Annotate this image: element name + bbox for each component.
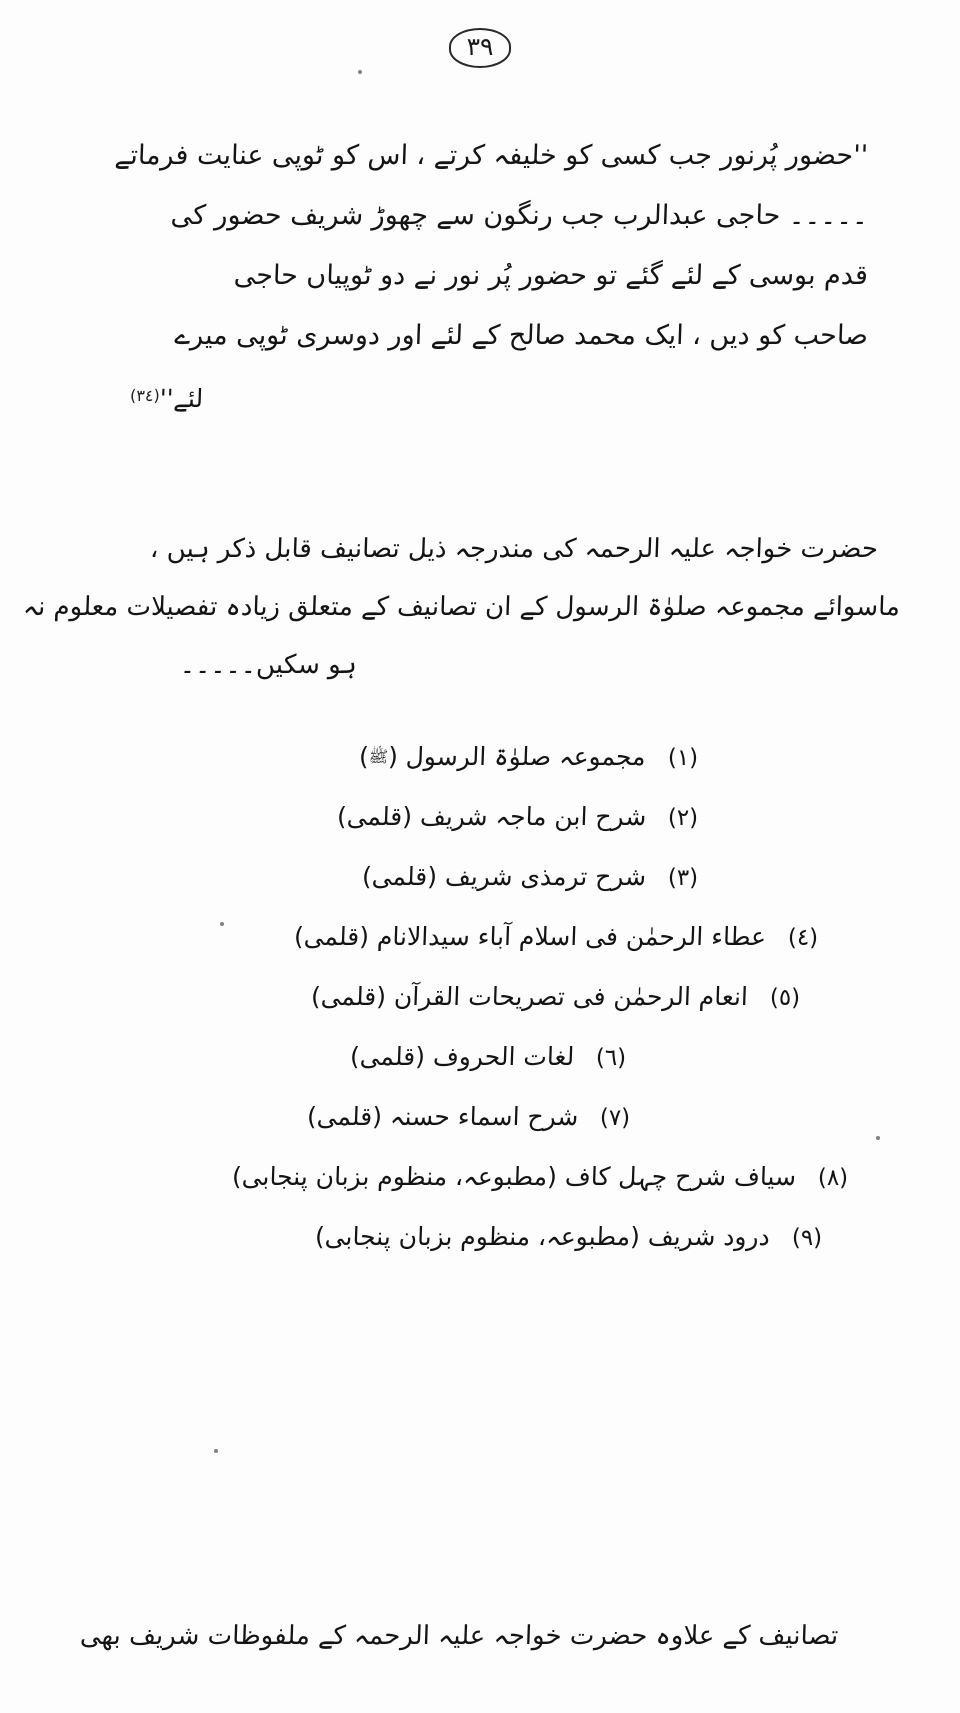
quote-closing-text: لئے'' xyxy=(159,384,204,413)
quote-line-3: قدم بوسی کے لئے گئے تو حضور پُر نور نے دو ٹوپیاں حاجی xyxy=(233,260,869,291)
list-item-title: شرح ابن ماجہ شریف (قلمی) xyxy=(336,802,647,831)
list-item xyxy=(60,1036,900,1079)
paragraph-intro-line-3: ہو سکیں۔۔۔۔۔ xyxy=(179,650,358,680)
page-number-container xyxy=(0,28,960,68)
list-item-number: (٣) xyxy=(667,865,699,891)
quote-line-1: ''حضور پُرنور جب کسی کو خلیفہ کرتے ، اس کو ٹوپی عنایت فرماتے xyxy=(114,140,869,171)
list-item-number: (٥) xyxy=(769,985,801,1011)
works-list xyxy=(60,736,900,1276)
list-item-title: لغات الحروف (قلمی) xyxy=(349,1042,575,1071)
list-item-number: (١) xyxy=(667,745,699,771)
list-item-title: شرح اسماء حسنہ (قلمی) xyxy=(306,1102,579,1131)
page-speck xyxy=(214,1449,218,1453)
paragraph-closing-line-1: تصانیف کے علاوہ حضرت خواجہ علیہ الرحمہ کے ملفوظات شریف بھی xyxy=(79,1621,839,1651)
quotation-block xyxy=(114,126,869,429)
list-item-title: عطاء الرحمٰن فی اسلام آباء سیدالانام (قلمی) xyxy=(293,922,767,951)
list-item-title xyxy=(359,736,647,778)
quote-closing-line xyxy=(117,366,869,429)
list-item-number: (٨) xyxy=(817,1165,849,1191)
list-item-number: (٦) xyxy=(595,1045,627,1071)
list-item-number: (٧) xyxy=(599,1105,631,1131)
durood-seal-icon: ﷺ xyxy=(368,747,389,766)
list-item-title: درود شریف (مطبوعہ، منظوم بزبان پنجابی) xyxy=(314,1222,771,1251)
paragraph-closing xyxy=(60,1608,900,1664)
list-item-number: (٢) xyxy=(667,805,699,831)
list-item xyxy=(60,736,900,779)
list-item-title: انعام الرحمٰن فی تصریحات القرآن (قلمی) xyxy=(310,982,749,1011)
paragraph-intro-line-1: حضرت خواجہ علیہ الرحمہ کی مندرجہ ذیل تصانیف قابل ذکر ہیں ، xyxy=(149,534,879,564)
list-item xyxy=(60,856,900,899)
list-item xyxy=(60,1156,900,1199)
paragraph-intro xyxy=(22,520,901,694)
list-item-title-suffix: ) xyxy=(358,742,370,771)
list-item-number: (٩) xyxy=(791,1225,823,1251)
list-item-title-text: مجموعہ صلوٰۃ الرسول ( xyxy=(387,742,647,771)
quote-reference-number: (٣٤) xyxy=(129,386,161,405)
page-number: ٣٩ xyxy=(449,28,511,68)
quote-line-4: صاحب کو دیں ، ایک محمد صالح کے لئے اور دوسری ٹوپی میرے xyxy=(173,320,869,351)
list-item xyxy=(60,916,900,959)
list-item xyxy=(60,1216,900,1259)
page-speck xyxy=(358,70,362,74)
list-item xyxy=(60,976,900,1019)
list-item-title: سیاف شرح چہل کاف (مطبوعہ، منظوم بزبان پنجابی) xyxy=(231,1162,797,1191)
paragraph-intro-line-2: ماسوائے مجموعہ صلوٰۃ الرسول کے ان تصانیف کے متعلق زیادہ تفصیلات معلوم نہ xyxy=(22,592,901,622)
quote-line-2: ۔۔۔۔۔ حاجی عبدالرب جب رنگون سے چھوڑ شریف حضور کی xyxy=(170,200,869,231)
list-item-number: (٤) xyxy=(787,925,819,951)
list-item xyxy=(60,796,900,839)
list-item xyxy=(60,1096,900,1139)
list-item-title: شرح ترمذی شریف (قلمی) xyxy=(361,862,647,891)
